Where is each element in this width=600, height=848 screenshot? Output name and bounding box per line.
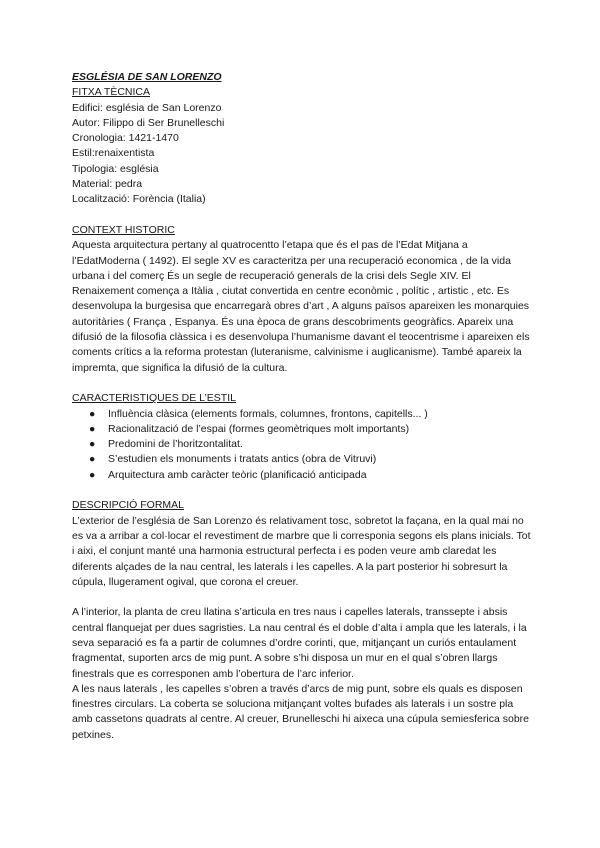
list-item bbox=[72, 468, 532, 483]
context-historic-heading: CONTEXT HISTORIC bbox=[72, 223, 175, 236]
fitxa-line-material: Material: pedra bbox=[72, 178, 143, 191]
bullet-icon: ● bbox=[89, 453, 96, 466]
bullet-icon: ● bbox=[89, 407, 96, 420]
list-item-text: S’estudien els monuments i tratats antics (obra de Vitruvi) bbox=[108, 453, 377, 466]
descripcio-paragraph-naus-laterals: A les naus laterals , les capelles s’obren a través d’arcs de mig punt, sobre els quals es disposen finestres circulars. La coberta se soluciona mitjançant voltes bufades als laterals i un sostre pla amb cassetons quadrats al centre. Al creuer, Brunelleschi hi aixeca una cúpula semiesferica sobre petxines. bbox=[72, 682, 529, 741]
fitxa-line-tipologia: Tipologia: església bbox=[72, 162, 159, 175]
descripcio-formal-section bbox=[72, 498, 532, 743]
list-item-text: Racionalització de l’espai (formes geomètriques molt importants) bbox=[108, 422, 410, 435]
bullet-icon: ● bbox=[89, 422, 96, 435]
fitxa-tecnica-section bbox=[72, 85, 532, 207]
descripcio-paragraph-interior: A l’interior, la planta de creu llatina s’articula en tres naus i capelles laterals, transsepte i absis central flanquejat per dues sagristies. La nau central és el doble d’alta i ampla que les laterals, i la seva separació es fa a partir de columnes d’ordre corinti, que, mitjançant un curiós entaulament fragmentat, suporten arcs de mig punt. A sobre s’hi disposa un mur en el qual s’obren llargs finestrals que es corresponen amb l’obertura de l’arc inferior. bbox=[72, 606, 527, 680]
context-historic-section bbox=[72, 223, 532, 376]
fitxa-line-cronologia: Cronologia: 1421-1470 bbox=[72, 132, 179, 145]
fitxa-line-estil: Estil:renaixentista bbox=[72, 147, 155, 160]
descripcio-formal-heading: DESCRIPCIÓ FORMAL bbox=[72, 499, 185, 512]
fitxa-line-autor: Autor: Filippo di Ser Brunelleschi bbox=[72, 116, 225, 129]
caracteristiques-list bbox=[72, 407, 532, 483]
bullet-icon: ● bbox=[89, 438, 96, 451]
fitxa-line-edifici: Edifici: església de San Lorenzo bbox=[72, 101, 222, 114]
list-item-text: Predomini de l’horitzontalitat. bbox=[108, 438, 243, 451]
list-item bbox=[72, 437, 532, 452]
list-item bbox=[72, 452, 532, 467]
context-historic-paragraph: Aquesta arquitectura pertany al quatrocentto l’etapa que és el pas de l’Edat Mitjana a l’EdatModerna ( 1492). El segle XV es caracteritza per una recuperació economica , de la vida urbana i del comerç És un segle de recuperació generals de la crisi dels Segle XIV. El Renaixement comença a Itàlia , ciutat convertida en centre econòmic , polític , artistic , etc. Es desenvolupa la burgesisa que encarregarà obres d’art , A alguns països apareixen les monarquies autoritàries ( França , Espanya. És una època de grans descobriments geogràfics. Apareix una difusió de la filosofia clàssica i es desenvolupa l’humanisme davant el teocentrisme i apareixen els coments crítics a la reforma protestan (luteranisme, calvinisme i auglicanisme). També apareix la impremta, que significa la difusió de la cultura. bbox=[72, 239, 530, 374]
caracteristiques-heading: CARACTERISTIQUES DE L’ESTIL bbox=[72, 392, 236, 405]
list-item bbox=[72, 422, 532, 437]
caracteristiques-section bbox=[72, 391, 532, 483]
fitxa-line-localitzacio: Localització: Forència (Italia) bbox=[72, 193, 206, 206]
document-title: ESGLÉSIA DE SAN LORENZO bbox=[72, 71, 222, 83]
list-item-text: Arquitectura amb caràcter teòric (planificació anticipada bbox=[108, 468, 367, 481]
list-item bbox=[72, 407, 532, 422]
paragraph-spacer bbox=[72, 590, 532, 605]
descripcio-paragraph-exterior: L’exterior de l’església de San Lorenzo és relativament tosc, sobretot la façana, en la qual mai no es va a arribar a col·locar el revestiment de marbre que li corresponia segons els plans inicials. Tot i aixi, el conjunt manté una harmonia estructural perfecta i es poden veure amb claredat les diferents alçades de la nau central, les laterals i les capelles. A la part posterior hi sobresurt la cúpula, llugerament ogival, que corona el creuer. bbox=[72, 514, 531, 588]
bullet-icon: ● bbox=[89, 468, 96, 481]
list-item-text: Influència clàsica (elements formals, columnes, frontons, capitells... ) bbox=[108, 407, 428, 420]
fitxa-tecnica-heading: FITXA TÈCNICA bbox=[72, 86, 150, 99]
document-page bbox=[72, 70, 532, 743]
